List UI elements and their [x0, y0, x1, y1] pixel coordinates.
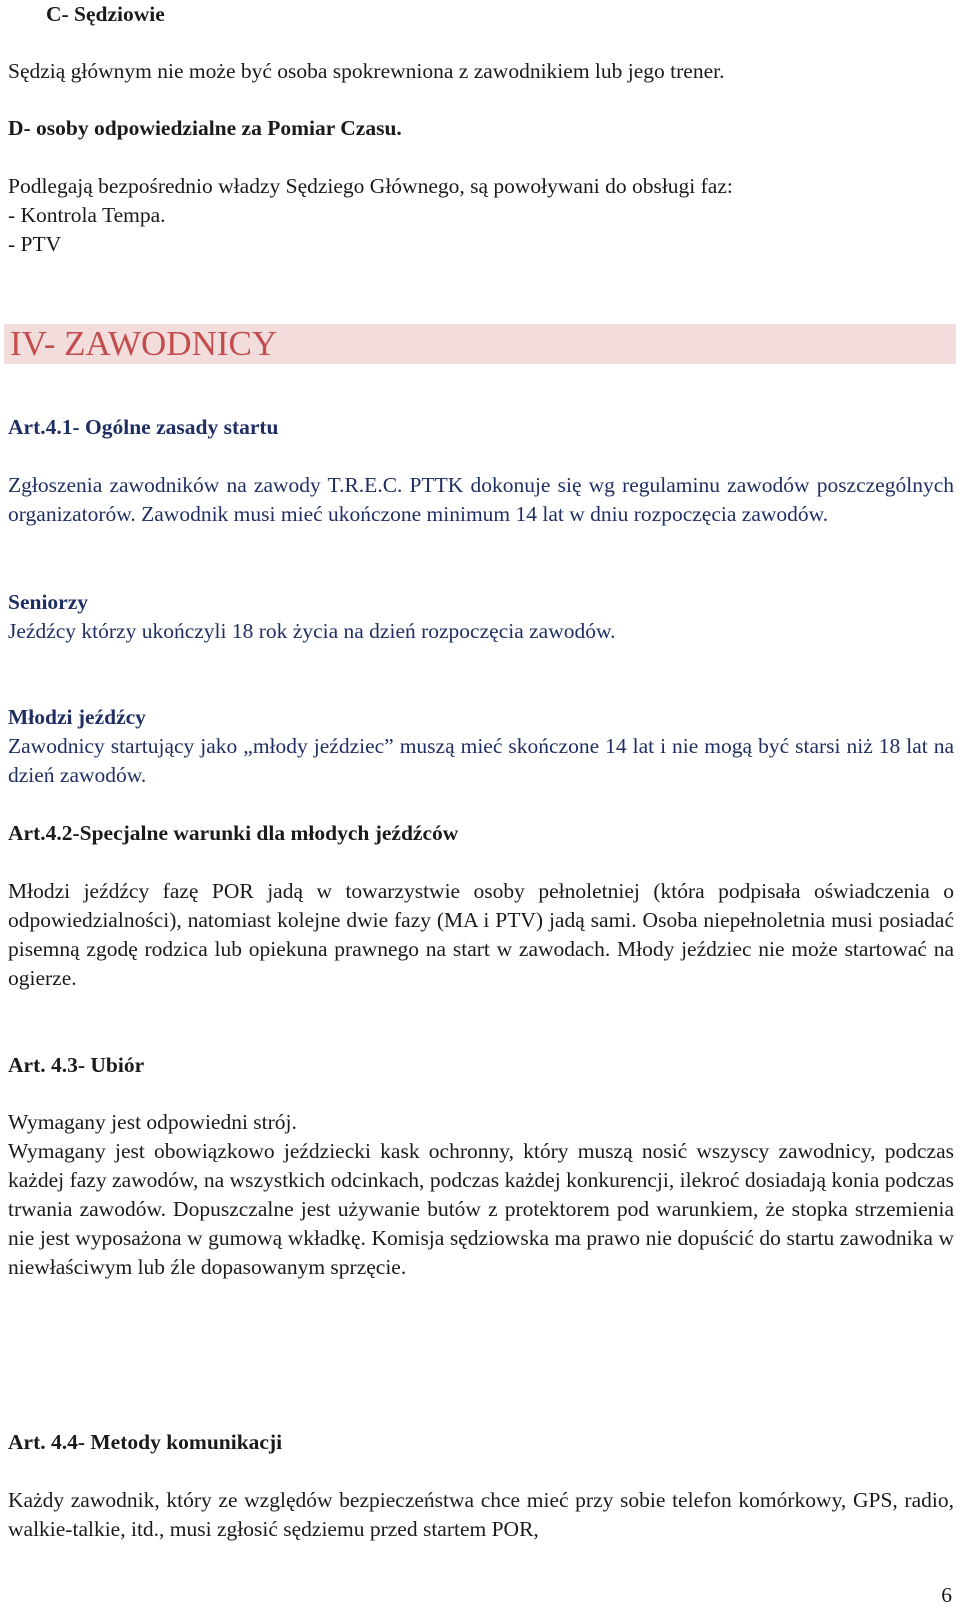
art-4-1-heading: Art.4.1- Ogólne zasady startu — [8, 415, 279, 439]
art-4-1-paragraph: Zgłoszenia zawodników na zawody T.R.E.C. PTTK dokonuje się wg regulaminu zawodów poszczególnych organizatorów. Zawodnik musi mieć ukończone minimum 14 lat w dniu rozpoczęcia zawodów. — [8, 473, 954, 526]
seniors-text: Jeźdźcy którzy ukończyli 18 rok życia na dzień rozpoczęcia zawodów. — [8, 619, 616, 643]
chapter-title: IV- ZAWODNICY — [10, 324, 278, 363]
section-d-heading: D- osoby odpowiedzialne za Pomiar Czasu. — [8, 116, 402, 140]
art-4-2-heading: Art.4.2-Specjalne warunki dla młodych jeźdźców — [8, 821, 459, 845]
young-riders-label: Młodzi jeźdźcy — [8, 705, 146, 729]
chapter-banner — [4, 324, 956, 364]
section-c-paragraph: Sędzią głównym nie może być osoba spokrewniona z zawodnikiem lub jego trener. — [8, 59, 725, 83]
art-4-3-paragraph: Wymagany jest obowiązkowo jeździecki kask ochronny, który muszą nosić wszyscy zawodnicy, podczas każdej fazy zawodów, na wszystkich odcinkach, podczas każdej konkurencji, ilekroć dosiadają konia podczas trwania zawodów. Dopuszczalne jest używanie butów z protektorem pod warunkiem, że stopka strzemienia nie jest wyposażona w gumową wkładkę. Komisja sędziowska ma prawo nie dopuścić do startu zawodnika w niewłaściwym lub źle dopasowanym sprzęcie. — [8, 1139, 954, 1279]
young-riders-text: Zawodnicy startujący jako „młody jeździec” muszą mieć skończone 14 lat i nie mogą być starsi niż 18 lat na dzień zawodów. — [8, 734, 954, 787]
section-c-heading: C- Sędziowie — [46, 2, 165, 26]
page-number: 6 — [941, 1583, 952, 1607]
section-d-item: - Kontrola Tempa. — [8, 203, 166, 227]
section-d-intro: Podlegają bezpośrednio władzy Sędziego Głównego, są powoływani do obsługi faz: — [8, 174, 733, 198]
art-4-3-heading: Art. 4.3- Ubiór — [8, 1053, 145, 1077]
art-4-4-paragraph: Każdy zawodnik, który ze względów bezpieczeństwa chce mieć przy sobie telefon komórkowy, GPS, radio, walkie-talkie, itd., musi zgłosić sędziemu przed startem POR, — [8, 1488, 954, 1541]
art-4-2-paragraph: Młodzi jeźdźcy fazę POR jadą w towarzystwie osoby pełnoletniej (która podpisała oświadczenia o odpowiedzialności), natomiast kolejne dwie fazy (MA i PTV) jadą sami. Osoba niepełnoletnia musi posiadać pisemną zgodę rodzica lub opiekuna prawnego na start w zawodach. Młody jeździec nie może startować na ogierze. — [8, 879, 954, 990]
seniors-label: Seniorzy — [8, 590, 89, 614]
art-4-4-heading: Art. 4.4- Metody komunikacji — [8, 1430, 283, 1454]
section-d-item: - PTV — [8, 232, 62, 256]
art-4-3-paragraph: Wymagany jest odpowiedni strój. — [8, 1110, 297, 1134]
